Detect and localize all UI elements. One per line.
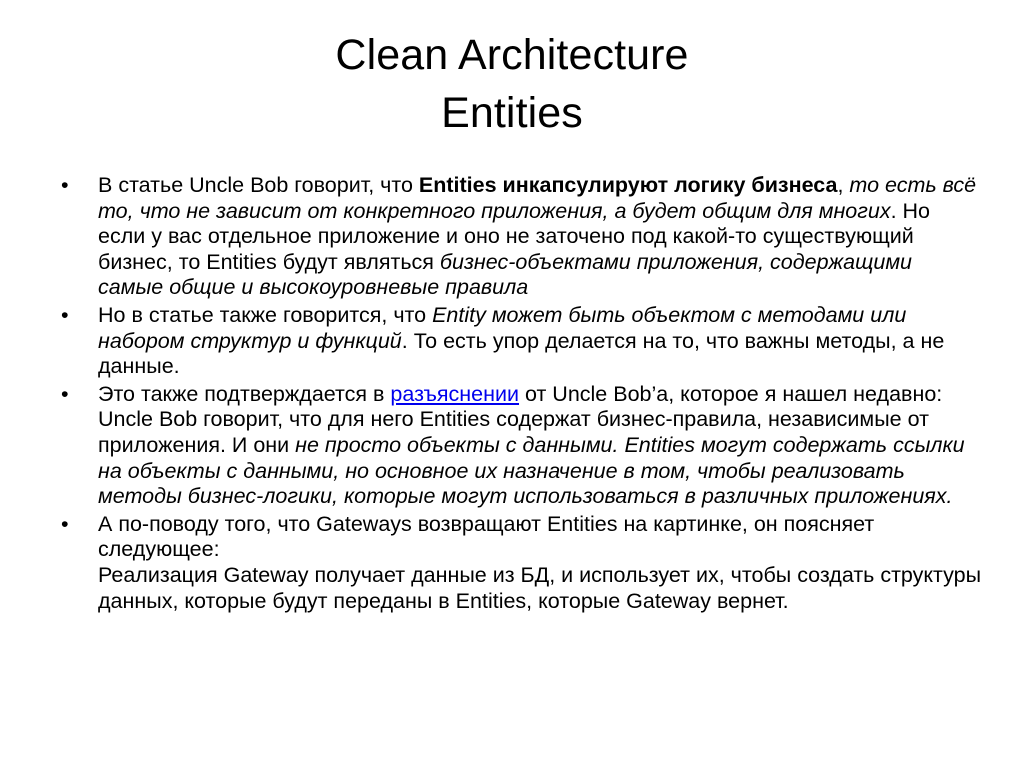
- bullet-item: [52, 512, 982, 614]
- text-run-normal: Но в статье также говорится, что: [98, 302, 433, 327]
- text-run-normal: Uncle Bob говорит, что для него Entities содержат бизнес-правила, независимые от приложения. И они: [98, 407, 929, 457]
- slide-body: [52, 173, 982, 616]
- text-run-normal: ,: [837, 173, 850, 197]
- text-run-normal: . Но если у вас отдельное приложение и оно не заточено под какой-то существующий бизнес, то Entities будут являться: [98, 198, 931, 274]
- slide-title: [0, 26, 1024, 142]
- text-run-bold: Entities инкапсулируют логику бизнеса: [418, 173, 838, 197]
- text-run-italic: бизнес-объектами приложения, содержащими самые общие и высокоуровневые правила: [98, 249, 913, 300]
- text-run-normal: . То есть упор делается на то, что важны методы, а не данные.: [98, 328, 945, 379]
- bullet-text: [98, 303, 982, 380]
- bullet-item: [52, 173, 982, 301]
- text-run-normal: А по-поводу того, что Gateways возвращают Entities на картинке, он поясняет следующее:: [98, 511, 875, 562]
- text-run-normal: Это также подтверждается в: [98, 381, 391, 406]
- bullet-text: [98, 512, 982, 614]
- bullet-text: [98, 382, 982, 510]
- bullet-marker-icon: •: [61, 381, 69, 406]
- text-run-normal: Реализация Gateway получает данные из БД, и использует их, чтобы создать структуры данных, которые будут переданы в Entities, которые Gateway вернет.: [98, 562, 982, 613]
- text-run-italic: Entity может быть объектом с методами или набором структур и функций: [98, 302, 907, 353]
- bullet-item: [52, 382, 982, 510]
- text-run-italic: то есть всё то, что не зависит от конкретного приложения, а будет общим для многих: [98, 173, 977, 223]
- text-run-normal: В статье Uncle Bob говорит, что: [98, 173, 419, 197]
- bullet-marker-icon: •: [61, 302, 69, 327]
- bullet-marker-icon: •: [61, 511, 69, 536]
- text-run-normal: от Uncle Bob’a, которое я нашел недавно:: [519, 381, 943, 406]
- bullet-item: [52, 303, 982, 380]
- title-line-secondary: Entities: [441, 89, 583, 137]
- bullet-marker-icon: •: [61, 173, 69, 197]
- bullet-text: [98, 173, 982, 301]
- text-run-italic: не просто объекты с данными. Entities могут содержать ссылки на объекты с данными, но основное их назначение в том, чтобы реализовать методы бизнес-логики, которые могут использоваться в различных приложениях.: [98, 432, 965, 509]
- inline-link[interactable]: разъяснении: [390, 381, 520, 406]
- title-line-primary: Clean Architecture: [335, 31, 689, 79]
